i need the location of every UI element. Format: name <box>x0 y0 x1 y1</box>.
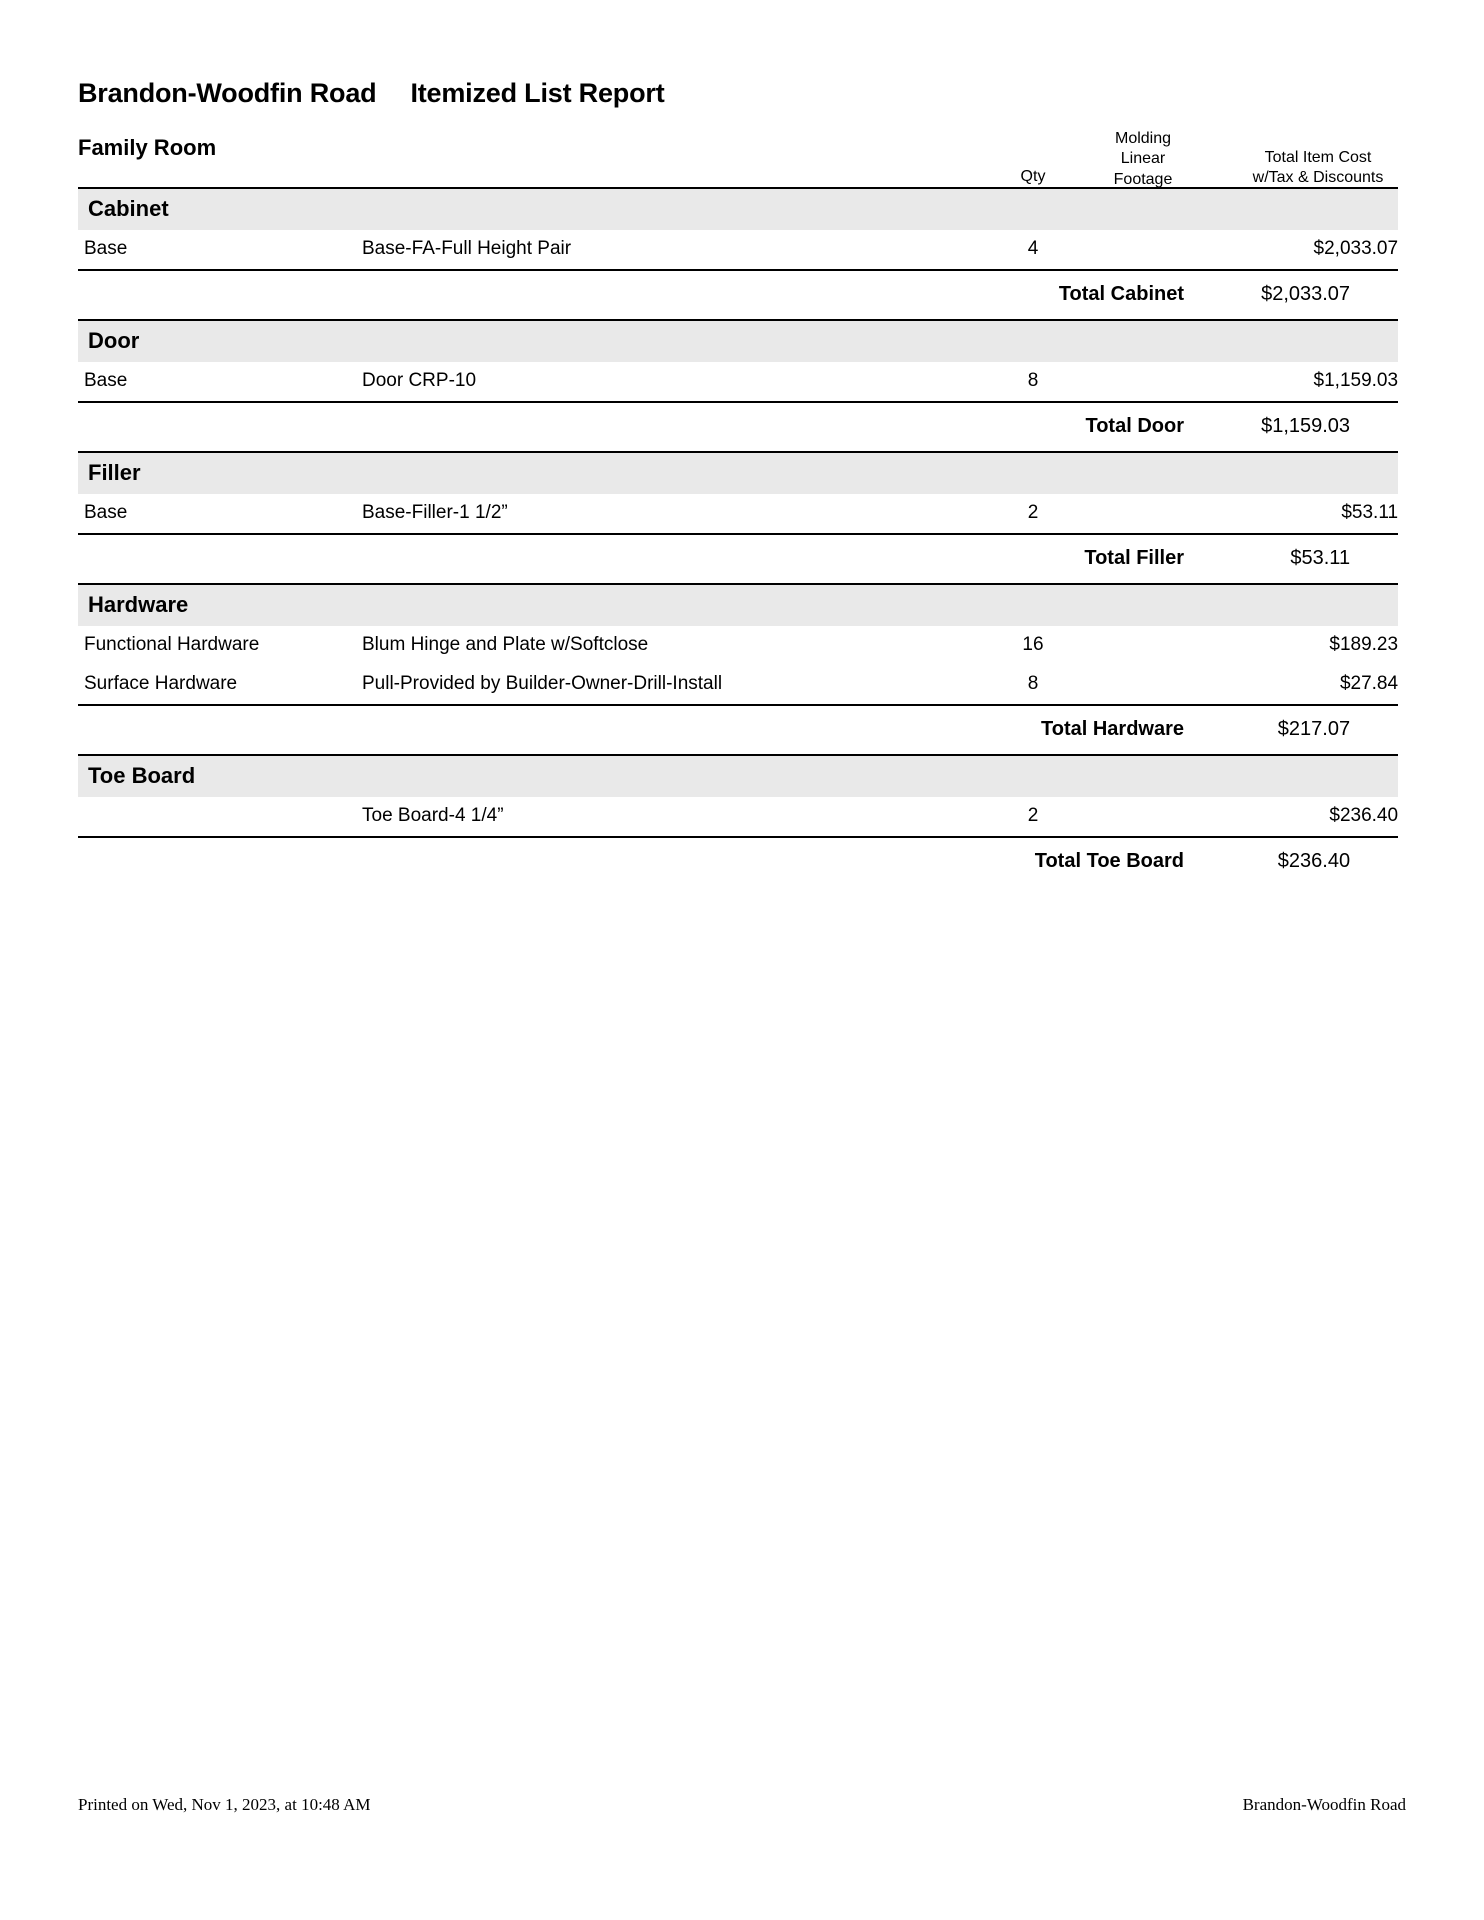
row-category: Base <box>78 230 358 270</box>
row-description: Toe Board-4 1/4” <box>358 797 998 837</box>
row-description: Base-Filler-1 1/2” <box>358 494 998 534</box>
column-header-molding-line2: Linear <box>1120 150 1166 168</box>
group-name: Filler <box>78 452 1398 494</box>
row-molding-linear-footage <box>1068 626 1198 665</box>
room-name: Family Room <box>78 135 217 160</box>
row-molding-linear-footage <box>1068 797 1198 837</box>
group-total-row <box>78 270 1398 320</box>
row-category: Base <box>78 494 358 534</box>
table-row <box>78 626 1398 665</box>
row-description: Blum Hinge and Plate w/Softclose <box>362 634 649 655</box>
table-row <box>78 362 1398 402</box>
group-total-value: $236.40 <box>1277 850 1351 872</box>
total-spacer <box>78 402 358 452</box>
group-header-row <box>78 755 1398 797</box>
column-header-total-item-cost <box>1218 148 1418 189</box>
column-header-molding-line3: Footage <box>1113 170 1173 188</box>
report-title-row <box>78 78 1398 109</box>
group-total-value: $2,033.07 <box>1261 283 1351 305</box>
total-spacer <box>78 837 358 886</box>
row-qty: 8 <box>998 665 1068 705</box>
report-content <box>78 78 1398 886</box>
total-spacer <box>78 270 358 320</box>
row-total-cost: $53.11 <box>1198 494 1398 534</box>
row-qty: 2 <box>998 797 1068 837</box>
column-header-total-line2: w/Tax & Discounts <box>1252 169 1384 187</box>
row-qty: 2 <box>998 494 1068 534</box>
table-row <box>78 797 1398 837</box>
row-description: Base-FA-Full Height Pair <box>358 230 998 270</box>
total-spacer <box>78 705 358 755</box>
row-total-cost: $236.40 <box>1198 797 1398 837</box>
report-type-title: Itemized List Report <box>410 78 665 108</box>
row-description: Door CRP-10 <box>358 362 998 402</box>
row-qty: 4 <box>998 230 1068 270</box>
group-total-label: Total Hardware <box>1041 718 1184 740</box>
group-total-label: Total Toe Board <box>1034 850 1184 872</box>
row-qty: 16 <box>1022 634 1044 655</box>
row-total-cost: $189.23 <box>1329 634 1399 655</box>
column-header-qty: Qty <box>1020 168 1046 185</box>
room-header-row <box>78 119 1398 187</box>
group-name: Cabinet <box>78 188 1398 230</box>
row-category: Surface Hardware <box>78 665 358 705</box>
group-total-value: $53.11 <box>1290 547 1351 569</box>
group-header-row <box>78 320 1398 362</box>
table-row <box>78 494 1398 534</box>
table-row <box>78 230 1398 270</box>
table-row <box>78 665 1398 705</box>
total-spacer <box>78 534 358 584</box>
row-molding-linear-footage <box>1068 494 1198 534</box>
itemized-list-table <box>78 187 1398 886</box>
group-header-row <box>78 452 1398 494</box>
group-total-row <box>78 837 1398 886</box>
row-molding-linear-footage <box>1068 665 1198 705</box>
group-total-value: $1,159.03 <box>1261 415 1351 437</box>
row-description: Pull-Provided by Builder-Owner-Drill-Install <box>358 665 998 705</box>
row-total-cost: $27.84 <box>1198 665 1398 705</box>
group-total-row <box>78 402 1398 452</box>
footer-project-name: Brandon-Woodfin Road <box>1242 1795 1406 1814</box>
group-total-label: Total Cabinet <box>1058 283 1184 305</box>
row-category: Functional Hardware <box>84 634 260 655</box>
page-title: Brandon-Woodfin Road <box>78 78 377 108</box>
row-molding-linear-footage <box>1068 230 1198 270</box>
group-total-row <box>78 705 1398 755</box>
row-category <box>78 797 358 837</box>
group-header-row <box>78 584 1398 626</box>
row-category: Base <box>78 362 358 402</box>
group-header-row <box>78 188 1398 230</box>
page-footer <box>78 1795 1406 1815</box>
group-total-label: Total Filler <box>1084 547 1184 569</box>
group-total-row <box>78 534 1398 584</box>
group-total-label: Total Door <box>1085 415 1184 437</box>
row-qty: 8 <box>998 362 1068 402</box>
footer-printed-timestamp: Printed on Wed, Nov 1, 2023, at 10:48 AM <box>78 1795 371 1814</box>
column-header-total-line1: Total Item Cost <box>1264 149 1372 166</box>
group-name: Toe Board <box>78 755 1398 797</box>
group-name: Door <box>78 320 1398 362</box>
row-total-cost: $1,159.03 <box>1198 362 1398 402</box>
column-header-molding-line1: Molding <box>1114 130 1172 147</box>
group-name: Hardware <box>78 584 1398 626</box>
group-total-value: $217.07 <box>1277 718 1351 740</box>
column-header-molding-linear-footage <box>1078 129 1208 190</box>
row-total-cost: $2,033.07 <box>1198 230 1398 270</box>
row-molding-linear-footage <box>1068 362 1198 402</box>
